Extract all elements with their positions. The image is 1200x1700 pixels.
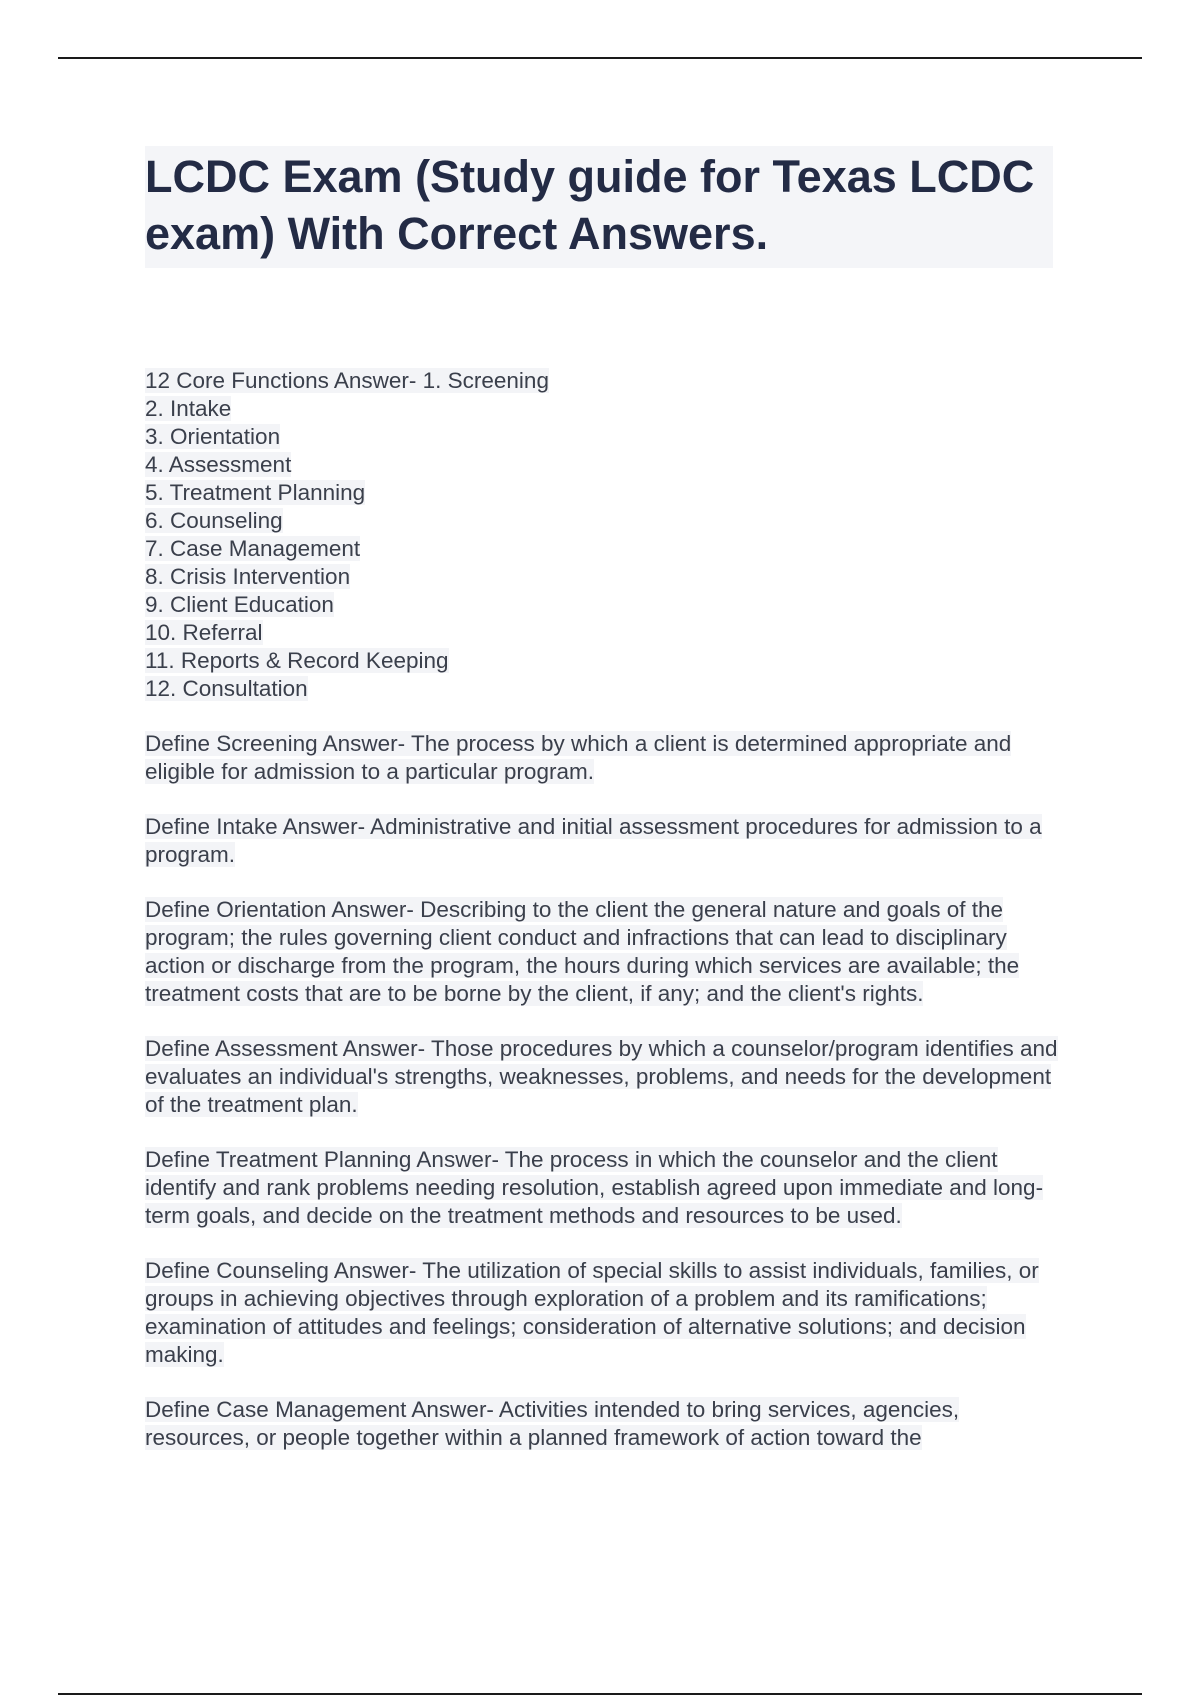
list-item: 8. Crisis Intervention [145,564,351,589]
definition-intake: Define Intake Answer- Administrative and initial assessment procedures for admission to a program. [145,814,1042,867]
list-item: 6. Counseling [145,508,283,533]
list-item: 7. Case Management [145,536,361,561]
document-body [145,367,1065,1479]
definition-assessment: Define Assessment Answer- Those procedures by which a counselor/program identifies and evaluates an individual's strengths, weaknesses, problems, and needs for the development of the treatment plan. [145,1036,1058,1117]
list-item: 5. Treatment Planning [145,480,366,505]
list-item: 10. Referral [145,620,263,645]
title-block [145,146,1053,268]
list-item: 11. Reports & Record Keeping [145,648,449,673]
list-item: 9. Client Education [145,592,334,617]
list-item: 2. Intake [145,396,232,421]
definition-orientation: Define Orientation Answer- Describing to the client the general nature and goals of the program; the rules governing client conduct and infractions that can lead to disciplinary action or discharge from the program, the hours during which services are available; the treatment costs that are to be borne by the client, if any; and the client's rights. [145,897,1020,1006]
bottom-divider [58,1693,1142,1695]
definition-screening: Define Screening Answer- The process by which a client is determined appropriate and eligible for admission to a particular program. [145,731,1012,784]
definition-treatment-planning: Define Treatment Planning Answer- The process in which the counselor and the client identify and rank problems needing resolution, establish agreed upon immediate and long-term goals, and decide on the treatment methods and resources to be used. [145,1147,1044,1228]
list-item: 12 Core Functions Answer- 1. Screening [145,368,549,393]
definition-case-management: Define Case Management Answer- Activities intended to bring services, agencies, resources, or people together within a planned framework of action toward the [145,1397,960,1450]
top-divider [58,57,1142,59]
definition-counseling: Define Counseling Answer- The utilization of special skills to assist individuals, families, or groups in achieving objectives through exploration of a problem and its ramifications; examination of attitudes and feelings; consideration of alternative solutions; and decision making. [145,1258,1039,1367]
list-item: 3. Orientation [145,424,281,449]
core-functions-list [145,367,1065,703]
document-title: LCDC Exam (Study guide for Texas LCDC exam) With Correct Answers. [145,151,1035,259]
list-item: 12. Consultation [145,676,308,701]
list-item: 4. Assessment [145,452,292,477]
